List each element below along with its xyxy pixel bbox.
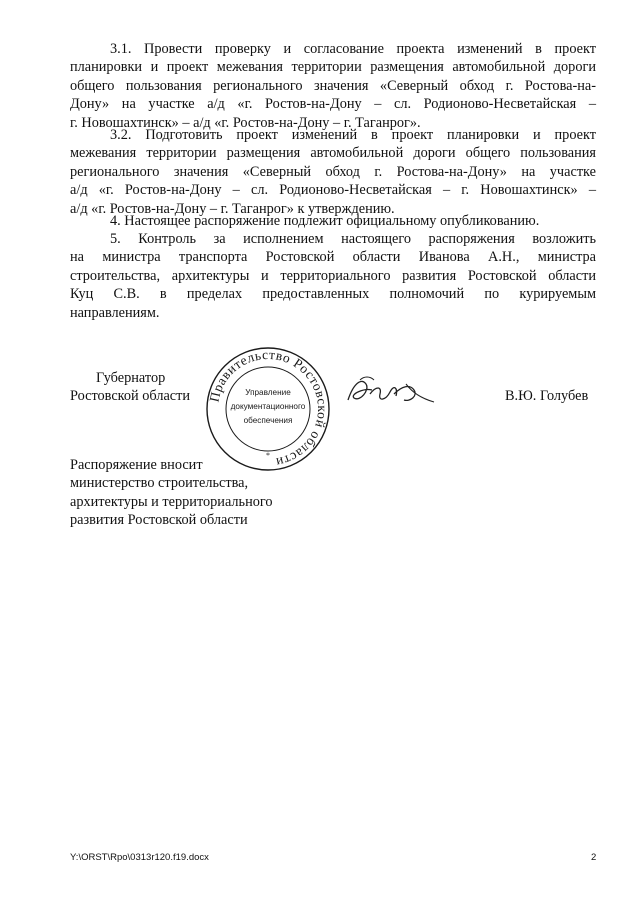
- paragraph-5: [70, 230, 596, 322]
- paragraph-line: регионального значения «Северный обход г. Ростова-на-Дону» на участке: [70, 163, 596, 180]
- note-line: министерство строительства,: [70, 475, 249, 492]
- signatory-title-line2: Ростовской области: [70, 388, 191, 404]
- paragraph-line: направлениям.: [70, 304, 160, 321]
- page-number: 2: [591, 852, 597, 863]
- signatory-name: В.Ю. Голубев: [505, 388, 589, 404]
- paragraph-line: 3.1. Провести проверку и согласование проекта изменений в проект: [110, 41, 596, 57]
- paragraph-line: общего пользования регионального значения «Северный обход г. Ростова-на-: [70, 77, 596, 94]
- note-line: архитектуры и территориального: [70, 493, 273, 510]
- note-line: развития Ростовской области: [70, 512, 248, 529]
- svg-text:обеспечения: обеспечения: [243, 416, 293, 425]
- paragraph-line: 5. Контроль за исполнением настоящего распоряжения возложить: [110, 231, 596, 247]
- svg-text:документационного: документационного: [230, 402, 306, 411]
- paragraph-line: строительства, архитектуры и территориального развития Ростовской области: [70, 267, 596, 284]
- handwritten-signature: [340, 372, 440, 412]
- submitted-by-note: [70, 456, 273, 530]
- signatory-title-line1: Губернатор: [96, 370, 166, 386]
- svg-text:Правительство Ростовской облас: Правительство Ростовской области: [206, 346, 331, 471]
- paragraph-line: планировки и проект межевания территории размещения автомобильной дороги: [70, 59, 596, 76]
- paragraph-line: Куц С.В. в пределах предоставленных полномочий по курируемым: [70, 286, 596, 303]
- official-seal: [204, 345, 332, 473]
- paragraph-line: г. Новошахтинск» – а/д «г. Ростов-на-Дону – г. Таганрог».: [70, 114, 421, 131]
- file-path-footer: Y:\ORST\Rpo\0313r120.f19.docx: [70, 852, 209, 863]
- svg-text:Управление: Управление: [245, 388, 291, 397]
- paragraph-3-1: [70, 40, 596, 132]
- paragraph-line: а/д «г. Ростов-на-Дону – сл. Родионово-Несветайская – г. Новошахтинск» –: [70, 182, 596, 199]
- paragraph-line: 4. Настоящее распоряжение подлежит официальному опубликованию.: [110, 213, 540, 229]
- paragraph-line: а/д «г. Ростов-на-Дону – г. Таганрог» к утверждению.: [70, 200, 395, 217]
- paragraph-4: [70, 212, 596, 230]
- paragraph-line: на министра транспорта Ростовской области Иванова А.Н., министра: [70, 249, 596, 266]
- note-line: Распоряжение вносит: [70, 457, 203, 473]
- svg-text:*: *: [266, 451, 270, 460]
- paragraph-line: межевания территории размещения автомобильной дороги общего пользования: [70, 145, 596, 162]
- paragraph-line: Дону» на участке а/д «г. Ростов-на-Дону – сл. Родионово-Несветайская –: [70, 96, 596, 113]
- paragraph-3-2: [70, 126, 596, 218]
- paragraph-line: 3.2. Подготовить проект изменений в проект планировки и проект: [110, 127, 596, 143]
